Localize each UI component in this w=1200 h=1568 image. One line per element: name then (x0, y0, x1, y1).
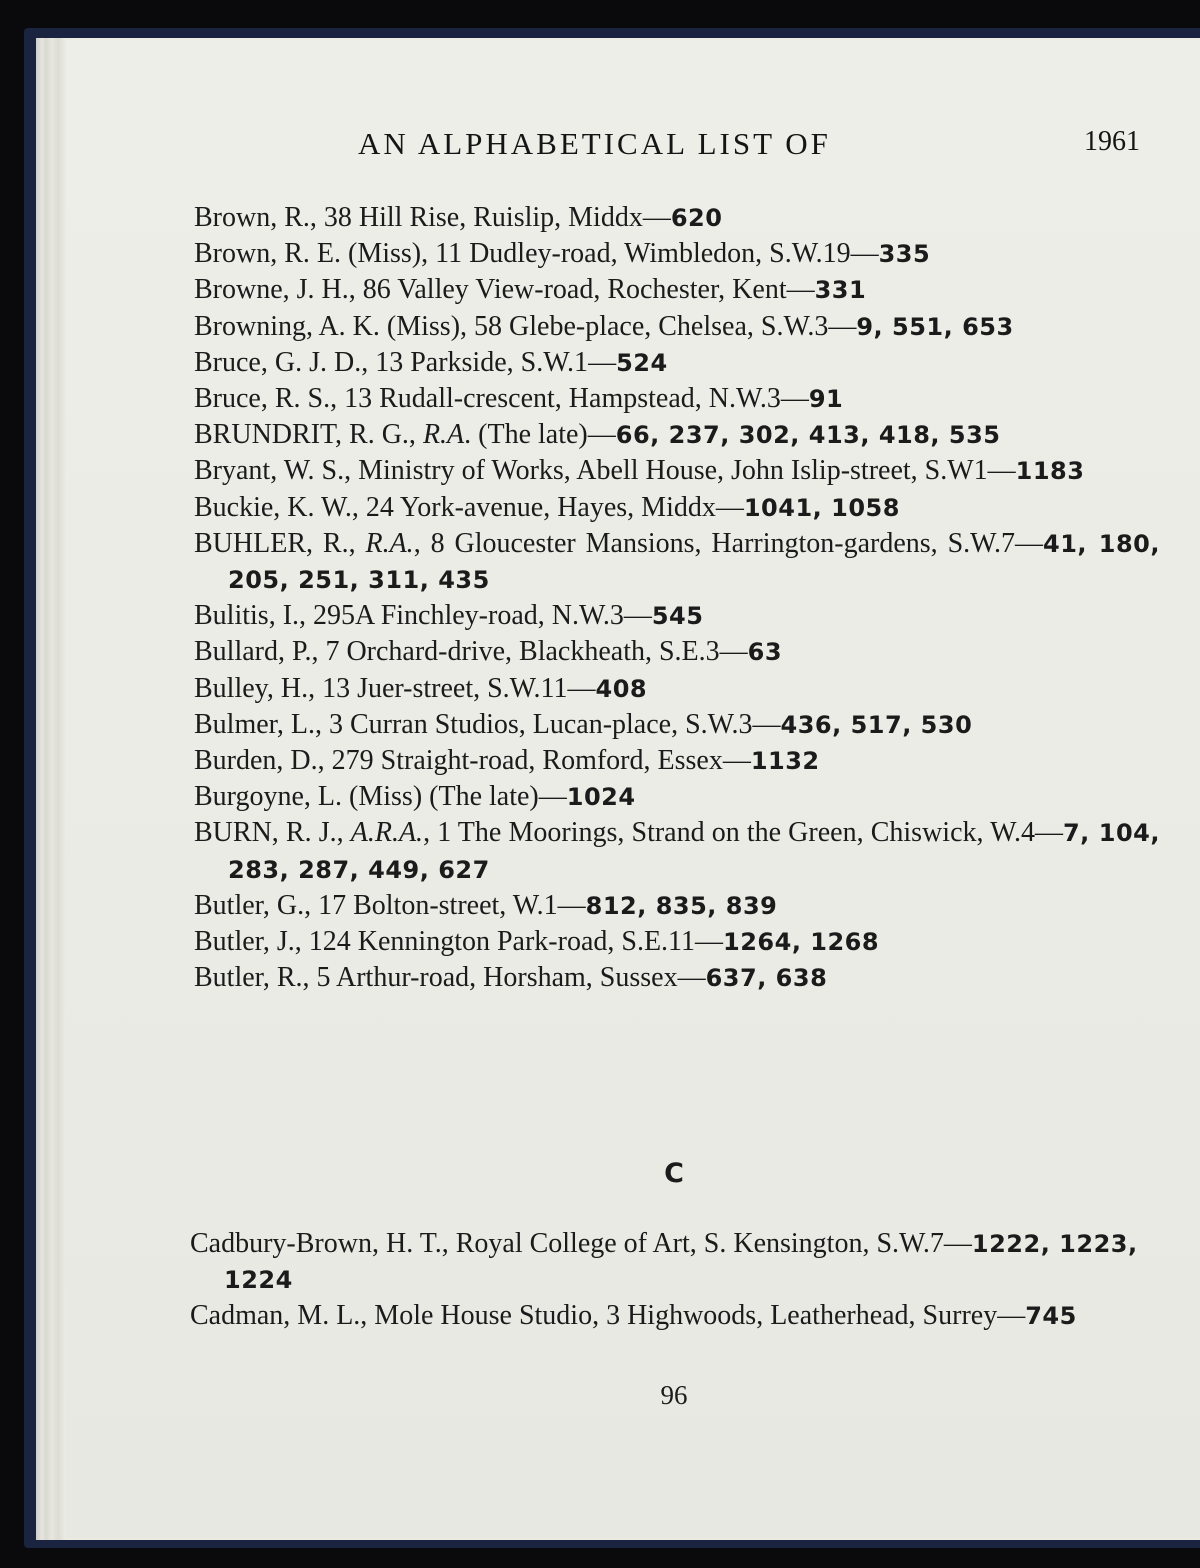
entry-catalogue-numbers: 436, 517, 530 (780, 710, 973, 739)
entry (194, 598, 1160, 634)
entry-dash: — (623, 600, 652, 632)
entry (194, 924, 1160, 960)
entry-catalogue-numbers: 620 (670, 204, 723, 232)
entry-name: Browne, J. H., 86 Valley View-road, Rochester, Kent (194, 274, 787, 306)
entry-name: Brown, R., 38 Hill Rise, Ruislip, Middx (194, 202, 643, 233)
entry-list-c (190, 1226, 1160, 1335)
entry (194, 707, 1160, 743)
entry (194, 490, 1160, 526)
entry (194, 634, 1160, 670)
entry-name: Bruce, G. J. D., 13 Parkside, S.W.1 (194, 346, 589, 378)
entry (194, 743, 1160, 779)
entry-name: Brown, R. E. (Miss), 11 Dudley-road, Wimbledon, S.W.19 (194, 238, 851, 270)
entry-dash: — (828, 310, 857, 342)
entry-catalogue-numbers: 9, 551, 653 (856, 312, 1014, 341)
entry (194, 345, 1160, 381)
entry-name: Burgoyne, L. (Miss) (The late) (194, 781, 539, 813)
entry-catalogue-numbers: 1264, 1268 (723, 928, 880, 957)
entry-catalogue-numbers: 63 (747, 638, 783, 667)
entry-dash: — (719, 636, 748, 668)
entry (194, 309, 1160, 345)
entry-dash: — (695, 926, 724, 958)
entry-name: Browning, A. K. (Miss), 58 Glebe-place, Chelsea, S.W.3 (194, 310, 829, 342)
entry (190, 1226, 1160, 1298)
entry (194, 453, 1160, 489)
entry-catalogue-numbers: 91 (808, 385, 844, 414)
entry-catalogue-numbers: 1024 (566, 783, 636, 812)
entry-name: Butler, R., 5 Arthur-road, Horsham, Sussex (194, 962, 678, 994)
entry-dash: — (780, 383, 809, 415)
entry-catalogue-numbers: 524 (616, 348, 668, 377)
entry-name: Bullard, P., 7 Orchard-drive, Blackheath, S.E.3 (194, 636, 720, 668)
entry-catalogue-numbers: 637, 638 (705, 964, 828, 993)
entry-dash: — (943, 1228, 972, 1259)
entry-name: Cadbury-Brown, H. T., Royal College of Art, S. Kensington, S.W.7 (190, 1228, 944, 1259)
running-head (66, 126, 1200, 166)
entry-catalogue-numbers: 7, 104, 283, 287, 449, 627 (228, 819, 1160, 884)
entry-name: Buckie, K. W., 24 York-avenue, Hayes, Middx (194, 491, 716, 523)
entry-dash: — (987, 455, 1016, 487)
entry-address: . (The late) (464, 419, 588, 451)
entry-dash: — (1034, 817, 1063, 849)
entry-distinction: R.A (422, 419, 465, 451)
entry-list (194, 200, 1160, 996)
entry-dash: — (538, 781, 567, 813)
entry-dash: — (752, 708, 781, 740)
entry-name: Butler, J., 124 Kennington Park-road, S.E.11 (194, 926, 696, 958)
entry (194, 236, 1160, 272)
entry-name: Bulley, H., 13 Juer-street, S.W.11 (194, 672, 568, 704)
entry-name: Bruce, R. S., 13 Rudall-crescent, Hampstead, N.W.3 (194, 383, 781, 415)
entry (194, 888, 1160, 924)
entry-catalogue-numbers: 408 (595, 674, 648, 703)
entry-catalogue-numbers: 335 (878, 240, 931, 269)
entry-dash: — (587, 419, 616, 451)
entry-dash: — (722, 745, 751, 777)
running-year: 1961 (1084, 126, 1140, 157)
entry-dash: — (1015, 527, 1044, 559)
entry-dash: — (850, 238, 879, 270)
entry-dash: — (997, 1300, 1026, 1332)
entry-catalogue-numbers: 745 (1025, 1302, 1077, 1331)
entry (194, 815, 1160, 887)
entry-distinction: R.A. (365, 527, 414, 559)
entry-catalogue-numbers: 331 (814, 276, 867, 305)
running-title: AN ALPHABETICAL LIST OF (358, 126, 831, 161)
entry-dash: — (557, 889, 586, 921)
entry-catalogue-numbers: 1132 (750, 747, 820, 776)
entry-name: Bulitis, I., 295A Finchley-road, N.W.3 (194, 600, 624, 632)
entry-name: Bulmer, L., 3 Curran Studios, Lucan-place, S.W.3 (194, 708, 753, 740)
entry (194, 671, 1160, 707)
page-number: 96 (660, 1380, 688, 1410)
entry-dash: — (567, 672, 596, 704)
entry (194, 381, 1160, 417)
entry-catalogue-numbers: 1183 (1015, 457, 1085, 486)
entry-dash: — (677, 962, 706, 994)
entry-name: Bryant, W. S., Ministry of Works, Abell House, John Islip-street, S.W1 (194, 455, 988, 487)
book-page (66, 40, 1200, 1538)
entry-dash: — (588, 346, 617, 378)
entry-catalogue-numbers: 1041, 1058 (743, 493, 900, 522)
entry (194, 200, 1160, 236)
entry-name: BRUNDRIT, R. G., (194, 419, 423, 451)
entry-dash: — (715, 491, 744, 523)
entry (194, 960, 1160, 996)
entry-catalogue-numbers: 66, 237, 302, 413, 418, 535 (615, 421, 1001, 450)
entry (194, 417, 1160, 453)
entry (194, 272, 1160, 308)
entry-catalogue-numbers: 812, 835, 839 (585, 891, 778, 920)
entry-dash: — (642, 202, 671, 233)
entry-name: Butler, G., 17 Bolton-street, W.1 (194, 889, 558, 921)
entry-name: BUHLER, R., (194, 527, 366, 559)
entry-name: BURN, R. J., (194, 817, 351, 849)
entry-dash: — (786, 274, 815, 306)
entry-catalogue-numbers: 41, 180, 205, 251, 311, 435 (228, 529, 1160, 595)
entry-name: Cadman, M. L., Mole House Studio, 3 Highwoods, Leatherhead, Surrey (190, 1300, 998, 1332)
entry-address: , 1 The Moorings, Strand on the Green, Chiswick, W.4 (423, 817, 1035, 849)
section-letter: C (664, 1158, 684, 1189)
entry (194, 779, 1160, 815)
entry-catalogue-numbers: 545 (651, 602, 704, 631)
entry-catalogue-numbers: 1222, 1223, 1224 (224, 1230, 1138, 1295)
entry-address: , 8 Gloucester Mansions, Harrington-gardens, S.W.7 (413, 527, 1016, 559)
entry (190, 1298, 1160, 1334)
entry (194, 526, 1160, 598)
entry-distinction: A.R.A. (350, 817, 424, 849)
entry-name: Burden, D., 279 Straight-road, Romford, Essex (194, 745, 723, 777)
